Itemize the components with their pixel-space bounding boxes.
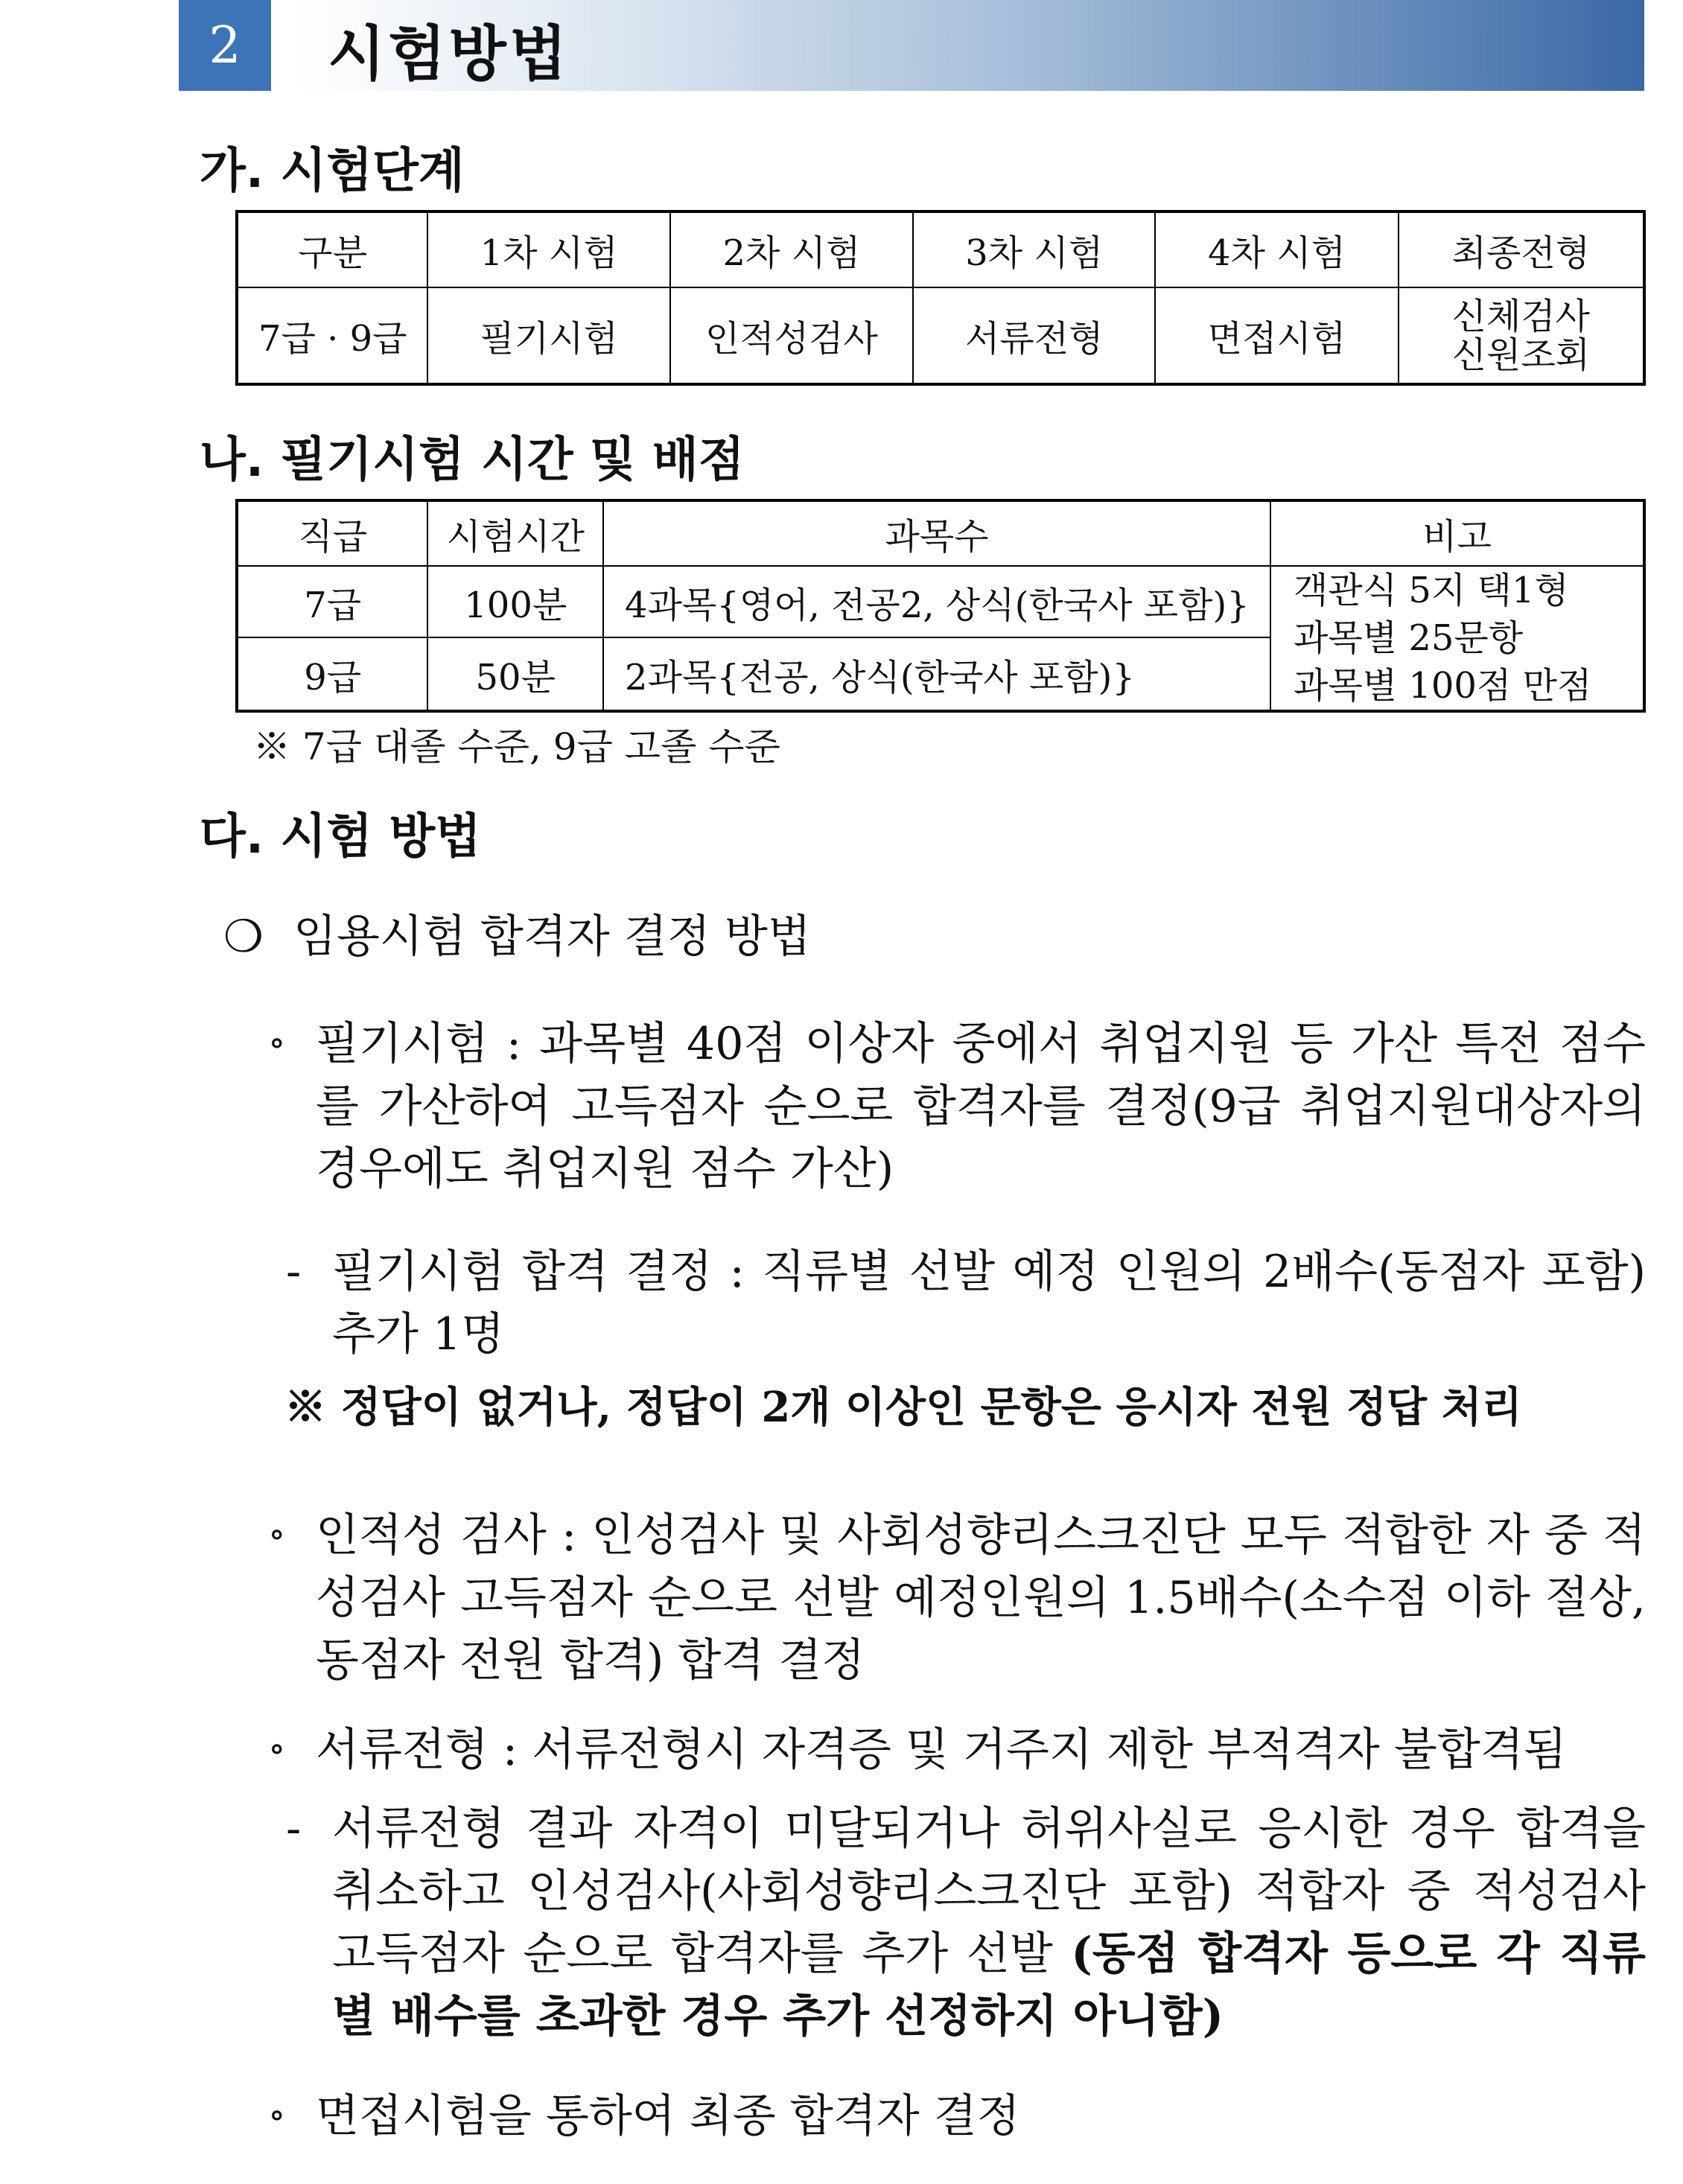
aptitude-test-rule: 인적성 검사 : 인성검사 및 사회성향리스크진단 모두 적합한 자 중 적성검사 고득점자 순으로 선발 예정인원의 1.5배수(소수점 이하 절상, 동점자 전원 합격) 합격 결정 [316, 1509, 1646, 1687]
method-heading: 임용시험 합격자 결정 방법 [293, 911, 811, 963]
section-title: 시험방법 [328, 19, 570, 89]
stage-cell: 필기시험 [427, 287, 669, 384]
dot-bullet: ∘ [268, 2094, 286, 2136]
time-cell: 50분 [427, 637, 603, 711]
dot-bullet: ∘ [268, 1513, 286, 1555]
grade-cell: 9급 [237, 637, 427, 711]
exam-stages-table [235, 210, 1646, 386]
remarks-line: 과목별 100점 만점 [1293, 665, 1592, 707]
header-cell: 과목수 [603, 500, 1270, 566]
table-header-row [237, 500, 1644, 566]
subjects-cell: 4과목{영어, 전공2, 상식(한국사 포함)} [603, 566, 1270, 637]
heading-written-exam: 나. 필기시험 시간 및 배점 [200, 433, 745, 488]
table-header-row [237, 211, 1644, 287]
grade-cell: 7급 [237, 566, 427, 637]
remarks-line: 과목별 25문항 [1293, 617, 1524, 659]
remarks-line: 객관식 5지 택1형 [1293, 570, 1569, 611]
section-number: 2 [179, 0, 271, 91]
level-footnote: ※ 7급 대졸 수준, 9급 고졸 수준 [253, 725, 780, 768]
written-exam-table [235, 499, 1646, 713]
table-row [237, 287, 1644, 384]
header-cell: 1차 시험 [427, 211, 669, 287]
section-title-bar [298, 0, 1644, 91]
heading-exam-stages: 가. 시험단계 [200, 144, 465, 199]
final-stage-line: 신원조회 [1451, 334, 1591, 376]
answer-note: ※ 정답이 없거나, 정답이 2개 이상인 문항은 응시자 전원 정답 처리 [284, 1383, 1522, 1432]
remarks-cell [1270, 566, 1644, 711]
dash-bullet: - [286, 1246, 302, 1298]
header-cell: 구분 [237, 211, 427, 287]
header-cell: 2차 시험 [670, 211, 913, 287]
document-fail-rule [332, 1798, 1646, 2048]
header-cell: 최종전형 [1399, 211, 1644, 287]
stage-cell: 인적성검사 [670, 287, 913, 384]
document-fail-text: 서류전형 결과 자격이 미달되거나 허위사실로 응시한 경우 합격을 취소하고 인성검사(사회성향리스크진단 포함) 적합자 중 적성검사 고득점자 순으로 합격자를 추가 선발 [332, 1803, 1646, 1980]
circle-bullet: ❍ [223, 911, 264, 963]
dot-bullet: ∘ [268, 1022, 286, 1063]
header-cell: 시험시간 [427, 500, 603, 566]
document-fail-bold-text: (동점 합격자 등으로 각 직류별 배수를 초과한 경우 추가 선정하지 아니함) [332, 1928, 1646, 2043]
final-stage-cell [1399, 287, 1644, 384]
written-pass-rule: 필기시험 합격 결정 : 직류별 선발 예정 인원의 2배수(동점자 포함) 추가 1명 [332, 1246, 1646, 1360]
stage-cell: 면접시험 [1155, 287, 1398, 384]
header-cell: 4차 시험 [1155, 211, 1398, 287]
written-exam-rule: 필기시험 : 과목별 40점 이상자 중에서 취업지원 등 가산 특전 점수를 가산하여 고득점자 순으로 합격자를 결정(9급 취업지원대상자의 경우에도 취업지원 점수 가산) [316, 1018, 1646, 1195]
final-stage-line: 신체검사 [1451, 295, 1591, 337]
section-header [179, 0, 1644, 91]
dash-bullet: - [286, 1803, 302, 1855]
heading-exam-method: 다. 시험 방법 [200, 809, 481, 865]
table-row [237, 566, 1644, 637]
subjects-cell: 2과목{전공, 상식(한국사 포함)} [603, 637, 1270, 711]
time-cell: 100분 [427, 566, 603, 637]
document-screening-rule: 서류전형 : 서류전형시 자격증 및 거주지 제한 부적격자 불합격됨 [316, 1724, 1567, 1776]
dot-bullet: ∘ [268, 1728, 286, 1769]
grade-cell: 7급 · 9급 [237, 287, 427, 384]
header-cell: 3차 시험 [913, 211, 1155, 287]
interview-rule: 면접시험을 통하여 최종 합격자 결정 [316, 2090, 1020, 2142]
header-cell: 직급 [237, 500, 427, 566]
stage-cell: 서류전형 [913, 287, 1155, 384]
header-cell: 비고 [1270, 500, 1644, 566]
